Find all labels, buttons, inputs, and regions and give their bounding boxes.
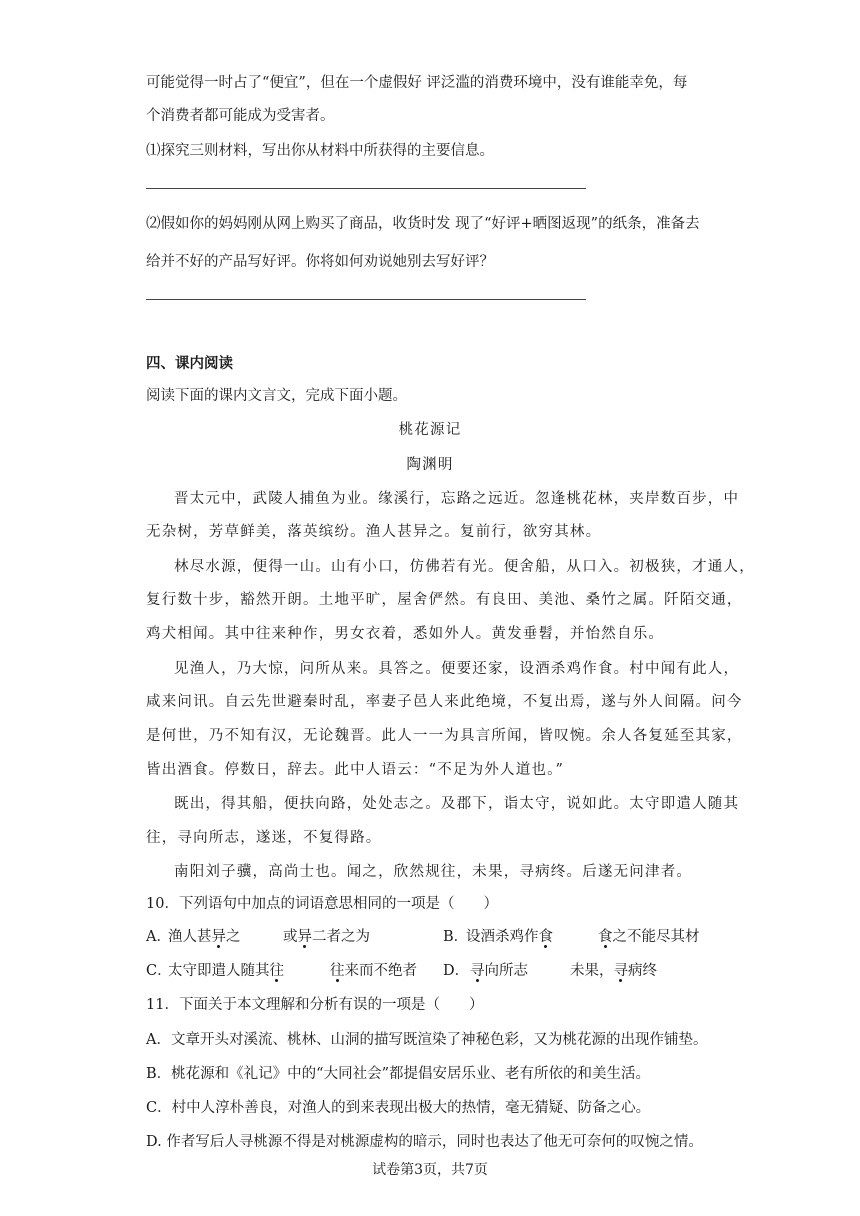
question-11-option-c[interactable]: C．村中人淳朴善良，对渔人的到来表现出极大的热情，毫无猜疑、防备之心。: [146, 1100, 651, 1116]
section-4-heading: 四、课内阅读: [146, 356, 233, 372]
question-2-line-1: ⑵假如你的妈妈刚从网上购买了商品，收货时发 现了“好评+晒图返现”的纸条，准备去: [146, 216, 700, 232]
section-4-intro: 阅读下面的课内文言文，完成下面小题。: [146, 388, 407, 404]
passage-line: 往，寻向所志，遂迷，不复得路。: [146, 830, 382, 846]
option-label: C．: [146, 963, 172, 979]
passage-line: 南阳刘子骥，高尚士也。闻之，欣然规往，未果，寻病终。后遂无问津者。: [174, 864, 693, 880]
passage-line: 无杂树，芳草鲜美，落英缤纷。渔人甚异之。复前行，欲穷其林。: [146, 524, 602, 540]
question-2-answer-line[interactable]: [146, 299, 586, 300]
question-11-option-d[interactable]: D. 作者写后人寻桃源不得是对桃源虚构的暗示，同时也表达了他无可奈何的叹惋之情。: [146, 1134, 703, 1150]
option-label: D．: [443, 963, 470, 979]
question-11-option-a[interactable]: A．文章开头对溪流、桃林、山洞的描写既渲染了神秘色彩，又为桃花源的出现作铺垫。: [146, 1032, 708, 1048]
passage-title: 桃花源记: [398, 422, 462, 438]
emphasis-dot-char: 寻: [470, 963, 485, 979]
question-1-text: ⑴探究三则材料，写出你从材料中所获得的主要信息。: [146, 143, 494, 159]
passage-line: 复行数十步，豁然开朗。土地平旷，屋舍俨然。有良田、美池、桑竹之属。阡陌交通，: [146, 592, 743, 608]
question-11-option-b[interactable]: B．桃花源和《礼记》中的“大同社会”都提倡安居乐业、老有所依的和美生活。: [146, 1066, 650, 1082]
emphasis-dot-char: 异: [297, 929, 312, 945]
option-label: A．: [146, 929, 171, 945]
emphasis-dot-char: 寻: [613, 963, 628, 979]
emphasis-dot-char: 异: [211, 929, 226, 945]
option-b-phrase-2: 食之不能尽其材: [598, 929, 700, 945]
emphasis-dot-char: 往: [330, 963, 345, 979]
question-10-stem: 10．下列语句中加点的词语意思相同的一项是（ ）: [146, 896, 498, 912]
option-a-phrase-1: 渔人甚异之: [168, 929, 241, 945]
option-b-phrase-1: 设酒杀鸡作食: [466, 929, 553, 945]
option-c-phrase-1: 太守即遣人随其往: [168, 963, 284, 979]
emphasis-dot-char: 往: [269, 963, 284, 979]
passage-line: 咸来问讯。自云先世避秦时乱，率妻子邑人来此绝境，不复出焉，遂与外人间隔。问今: [146, 694, 743, 710]
passage-line: 见渔人，乃大惊，问所从来。具答之。便要还家，设酒杀鸡作食。村中闻有此人，: [174, 661, 740, 677]
option-d-phrase-1: 寻向所志: [470, 963, 528, 979]
option-label: B．: [443, 929, 469, 945]
option-a-phrase-2: 或异二者之为: [283, 929, 370, 945]
passage-line: 既出，得其船，便扶向路，处处志之。及郡下，诣太守，说如此。太守即遣人随其: [174, 796, 740, 812]
passage-line: 皆出酒食。停数日，辞去。此中人语云：“不足为外人道也。”: [146, 762, 565, 778]
emphasis-dot-char: 食: [538, 929, 553, 945]
passage-line: 晋太元中，武陵人捕鱼为业。缘溪行，忘路之远近。忽逢桃花林，夹岸数百步，中: [174, 491, 740, 507]
passage-line: 是何世，乃不知有汉，无论魏晋。此人一一为具言所闻，皆叹惋。余人各复延至其家，: [146, 728, 743, 744]
passage-line: 鸡犬相闻。其中往来种作，男女衣着，悉如外人。黄发垂髫，并怡然自乐。: [146, 626, 665, 642]
page-footer: 试卷第3页，共7页: [372, 1162, 488, 1178]
material-line-1: 可能觉得一时占了“便宜”，但在一个虚假好 评泛滥的消费环境中，没有谁能幸免，每: [146, 75, 688, 91]
passage-author: 陶渊明: [406, 457, 454, 473]
passage-line: 林尽水源，便得一山。山有小口，仿佛若有光。便舍船，从口入。初极狭，才通人，: [174, 559, 755, 575]
question-1-answer-line[interactable]: [146, 188, 586, 189]
question-11-stem: 11．下面关于本文理解和分析有误的一项是（ ）: [146, 997, 484, 1013]
material-line-2: 个消费者都可能成为受害者。: [146, 108, 335, 124]
question-2-line-2: 给并不好的产品写好评。你将如何劝说她别去写好评？: [146, 254, 494, 270]
option-c-phrase-2: 往来而不绝者: [330, 963, 417, 979]
option-d-phrase-2: 未果，寻病终: [570, 963, 657, 979]
emphasis-dot-char: 食: [598, 929, 613, 945]
